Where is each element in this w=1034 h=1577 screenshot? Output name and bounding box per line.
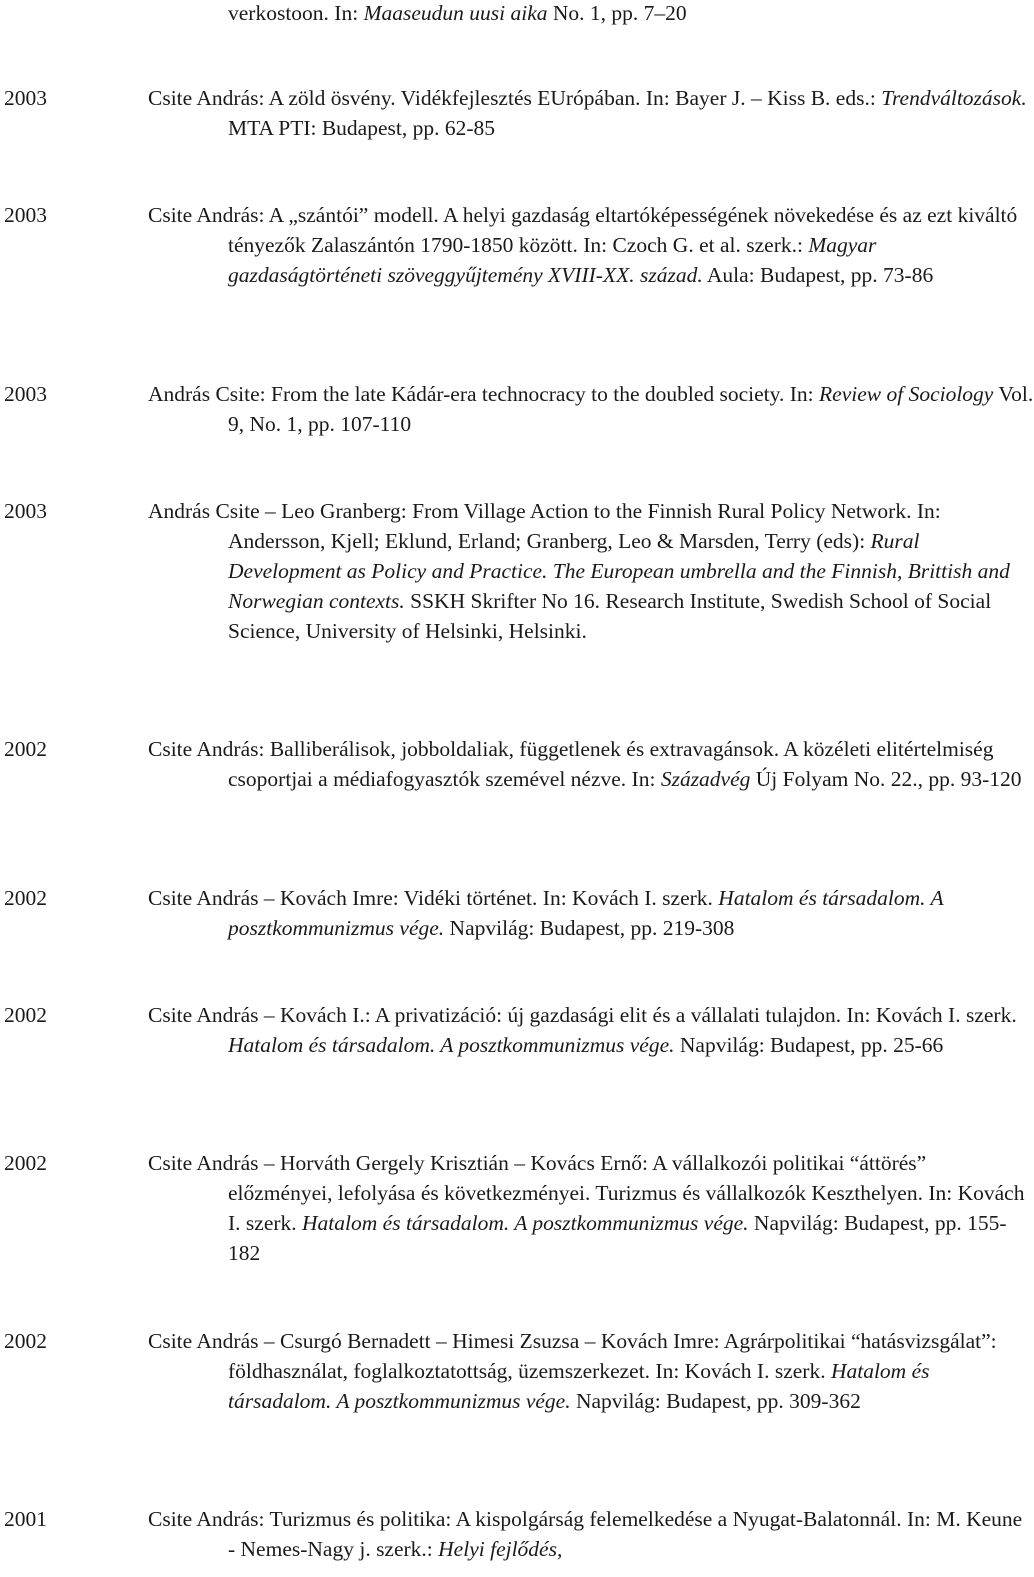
- citation-segment: Napvilág: Budapest, pp. 309-362: [570, 1389, 861, 1413]
- citation-segment: Csite András: A „szántói” modell. A helyi gazdaság eltartóképességének növekedése és az ezt kiváltó tényezők Zalaszántón 1790-1850 között. In: Czoch G. et al. szerk.:: [148, 203, 1018, 257]
- entry-text: [148, 0, 1034, 28]
- citation-segment: András Csite: From the late Kádár-era technocracy to the doubled society. In:: [148, 382, 820, 406]
- entry-text: [148, 734, 1034, 794]
- entry-year: 2003: [4, 499, 47, 523]
- publication-entry: [0, 1000, 1017, 1060]
- citation-segment: SSKH Skrifter No 16. Research Institute, Swedish School of Social Science, University of Helsinki, Helsinki.: [228, 589, 992, 643]
- citation-segment: Csite András: A zöld ösvény. Vidékfejlesztés EUrópában. In: Bayer J. – Kiss B. eds.:: [148, 86, 882, 110]
- publication-entry: [0, 883, 960, 943]
- entry-text: [148, 496, 1034, 646]
- publication-entry: [0, 83, 1027, 143]
- citation-segment: verkostoon. In:: [228, 1, 364, 25]
- entry-text: [148, 1504, 1034, 1564]
- citation-segment: Napvilág: Budapest, pp. 25-66: [674, 1033, 944, 1057]
- citation-segment: Csite András – Horváth Gergely Krisztián – Kovács Ernő: A vállalkozói politikai “áttörés” előzményei, lefolyása és következményei. Turizmus és vállalkozók Keszthelyen. In: Kovách I. szerk.: [148, 1151, 1025, 1235]
- entry-year: 2001: [4, 1507, 47, 1531]
- citation-segment: Csite András – Kovách I.: A privatizáció: új gazdasági elit és a vállalati tulajdon. In: Kovách I. szerk.: [148, 1003, 1017, 1027]
- publication-entry: [0, 1148, 1025, 1268]
- entry-text: [148, 83, 1034, 143]
- publication-entry: [0, 1504, 1023, 1564]
- citation-italic-segment: Hatalom és társadalom. A posztkommunizmus vége.: [302, 1211, 749, 1235]
- citation-segment: Csite András – Csurgó Bernadett – Himesi Zsuzsa – Kovách Imre: Agrárpolitikai “hatásvizsgálat”: földhasználat, foglalkoztatottság, üzemszerkezet. In: Kovách I. szerk.: [148, 1329, 997, 1383]
- citation-italic-segment: Századvég: [660, 767, 751, 791]
- citation-segment: Aula: Budapest, pp. 73-86: [702, 263, 934, 287]
- entry-year: 2003: [4, 86, 47, 110]
- citation-segment: No. 1, pp. 7–20: [547, 1, 687, 25]
- citation-italic-segment: Hatalom és társadalom. A posztkommunizmus vége.: [228, 886, 944, 940]
- entry-text: [148, 1148, 1034, 1268]
- entry-year: 2003: [4, 382, 47, 406]
- citation-segment: Csite András: Balliberálisok, jobboldaliak, függetlenek és extravagánsok. A közéleti elitértelmiség csoportjai a médiafogyasztók szemével nézve. In:: [148, 737, 994, 791]
- citation-italic-segment: Helyi fejlődés,: [438, 1537, 563, 1561]
- publication-entry: [0, 1326, 997, 1416]
- entry-year: 2002: [4, 1329, 47, 1353]
- publication-entry: [0, 734, 1022, 794]
- citation-italic-segment: Trendváltozások.: [881, 86, 1027, 110]
- entry-year: 2002: [4, 1003, 47, 1027]
- citation-segment: MTA PTI: Budapest, pp. 62-85: [228, 116, 496, 140]
- entry-year: 2003: [4, 203, 47, 227]
- citation-segment: Új Folyam No. 22., pp. 93-120: [750, 767, 1022, 791]
- citation-italic-segment: Hatalom és társadalom. A posztkommunizmus vége.: [228, 1359, 930, 1413]
- entry-year: 2002: [4, 886, 47, 910]
- entry-text: [148, 379, 1034, 439]
- citation-italic-segment: Review of Sociology: [819, 382, 994, 406]
- publication-entry: [0, 379, 1034, 439]
- citation-segment: Napvilág: Budapest, pp. 155-182: [228, 1211, 1007, 1265]
- entry-text: [148, 1326, 1034, 1416]
- entry-year: 2002: [4, 1151, 47, 1175]
- citation-segment: Csite András – Kovách Imre: Vidéki történet. In: Kovách I. szerk.: [148, 886, 719, 910]
- entry-text: [148, 883, 1034, 943]
- publication-entry: [0, 200, 1018, 290]
- entry-text: [148, 200, 1034, 290]
- citation-segment: András Csite – Leo Granberg: From Village Action to the Finnish Rural Policy Network. In: Andersson, Kjell; Eklund, Erland; Granberg, Leo & Marsden, Terry (eds):: [148, 499, 941, 553]
- citation-italic-segment: Rural Development as Policy and Practice. The European umbrella and the Finnish, Brittish and Norwegian contexts.: [228, 529, 1010, 613]
- citation-segment: Napvilág: Budapest, pp. 219-308: [444, 916, 735, 940]
- citation-segment: Csite András: Turizmus és politika: A kispolgárság felemelkedése a Nyugat-Balatonnál. In: M. Keune - Nemes-Nagy j. szerk.:: [148, 1507, 1023, 1561]
- citation-italic-segment: Magyar gazdaságtörténeti szöveggyűjtemény XVIII-XX. század.: [228, 233, 877, 287]
- citation-italic-segment: Maaseudun uusi aika: [363, 1, 548, 25]
- entry-text: [148, 1000, 1034, 1060]
- entry-year: 2002: [4, 737, 47, 761]
- citation-italic-segment: Hatalom és társadalom. A posztkommunizmus vége.: [228, 1033, 675, 1057]
- publication-entry: [0, 496, 1010, 646]
- citation-segment: Vol. 9, No. 1, pp. 107-110: [228, 382, 1034, 436]
- publication-entry: [0, 0, 960, 28]
